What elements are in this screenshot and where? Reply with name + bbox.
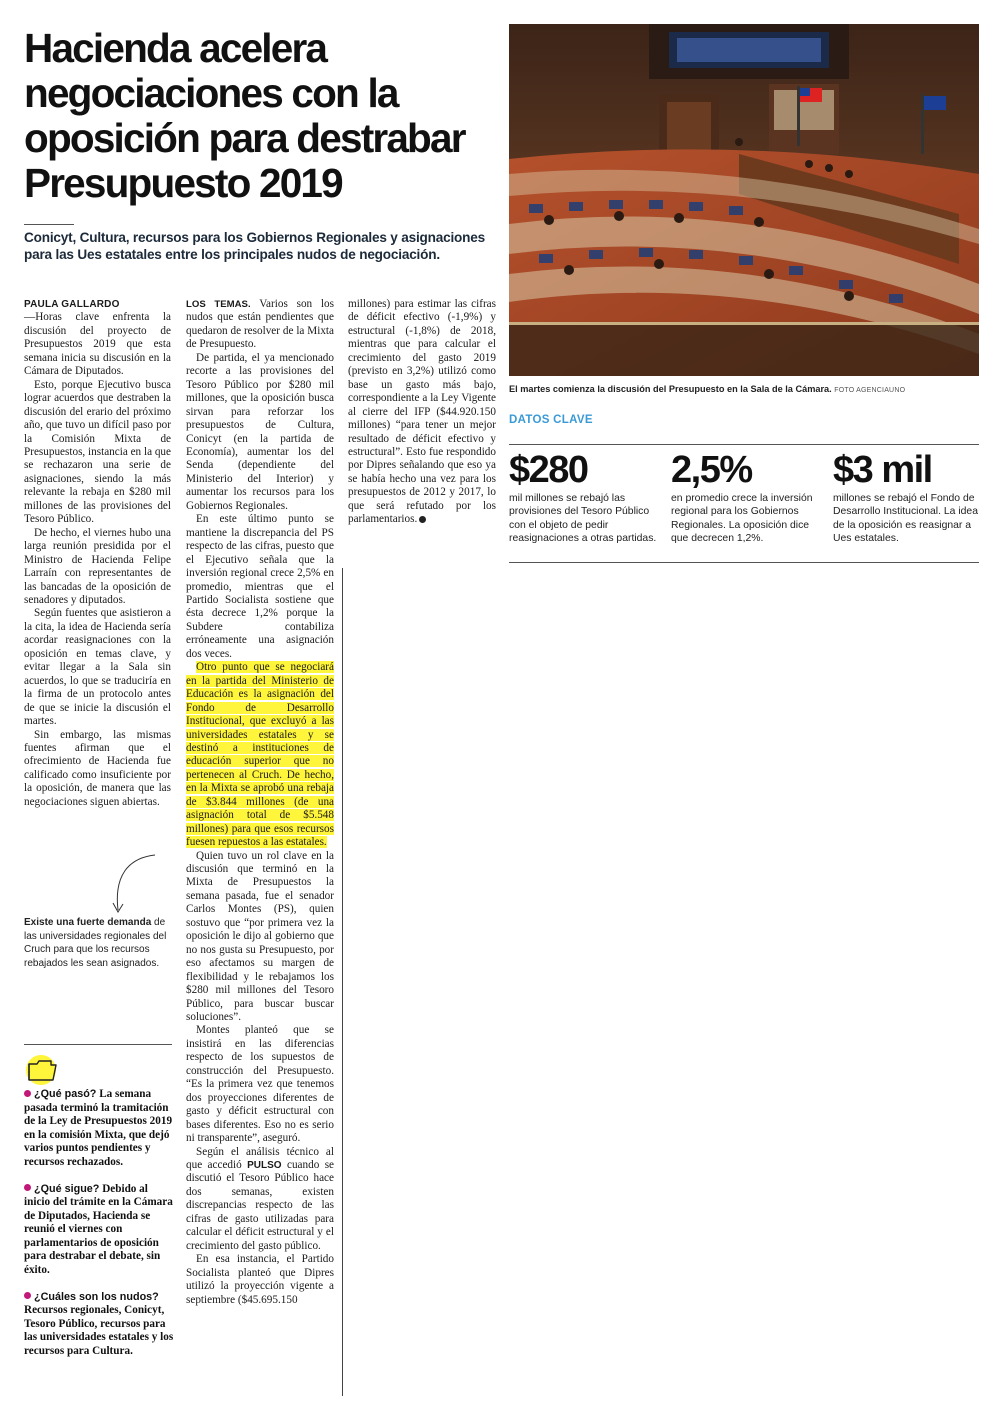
- summary-answer: Recursos regionales, Conicyt, Tesoro Público, recursos para las universidades estatales y los recursos para Cultura.: [24, 1304, 174, 1357]
- chamber-illustration: [509, 24, 979, 376]
- paragraph-text: millones) para estimar las cifras de déficit efectivo (-1,9%) y estructural (-1,8%) de 2018, mientras que para calcular el crecimiento del gasto 2019 (previsto en 3,2%) utilizó como base un gasto más bajo, correspondiente a la Ley Vigente al cierre del IFP ($44.920.150 millones) “para tener un mejor resultado de déficit efectivo y estructural”. Esto fue respondido por Dipres señalando que eso ya se había hecho una vez para los presupuestos de 2012 y 2017, lo que será refutado por los parlamentarios.: [348, 298, 496, 526]
- article-column-1: [24, 298, 171, 809]
- headline: Hacienda acelera negociaciones con la oposición para destrabar Presupuesto 2019: [24, 25, 465, 206]
- datos-clave-item: [509, 448, 659, 546]
- photo-credit: FOTO AGENCIAUNO: [834, 387, 906, 394]
- summary-item: [24, 1183, 174, 1278]
- datos-clave-bottom-rule: [509, 562, 979, 563]
- paragraph: Montes planteó que se insistirá en las diferencias respecto de los supuestos de construcción del Presupuesto. “Es la primera vez que tenemos dos proyecciones diferentes de gasto y déficit estructural con bases diferentes. Eso no es serio ni transparente”, aseguró.: [186, 1024, 334, 1145]
- paragraph: [186, 298, 334, 352]
- datos-clave-item: [671, 448, 821, 546]
- datos-clave-value: $3 mil: [833, 449, 932, 491]
- paragraph: De hecho, el viernes hubo una larga reunión presidida por el Ministro de Hacienda Felipe Larraín con representantes de las bancadas de la oposición de senadores y diputados.: [24, 526, 171, 606]
- chamber-photo: [509, 24, 979, 376]
- paragraph-text: Según el análisis técnico al que accedió: [186, 1145, 334, 1171]
- curved-arrow-icon: [100, 852, 160, 918]
- bullet-icon: [24, 1090, 31, 1097]
- datos-clave-value: 2,5%: [671, 449, 752, 491]
- summary-question: ¿Qué sigue?: [34, 1182, 100, 1195]
- summary-item: [24, 1291, 174, 1359]
- deck-divider: [24, 224, 74, 225]
- paragraph: En esa instancia, el Partido Socialista planteó que Dipres utilizó la proyección vigente a septiembre ($45.695.150: [186, 1253, 334, 1306]
- side-note-bold: Existe una fuerte demanda: [24, 917, 152, 928]
- folder-icon: [24, 1052, 60, 1086]
- article-column-2: [186, 298, 334, 1307]
- highlighted-paragraph: [186, 661, 334, 849]
- paragraph: [348, 298, 496, 527]
- datos-clave-text: en promedio crece la inversión regional para los Gobiernos Regionales. La oposición dice que decrecen 1,2%.: [671, 493, 813, 545]
- summary-question: ¿Qué pasó?: [34, 1088, 97, 1100]
- section-lead-in: LOS TEMAS.: [186, 299, 251, 310]
- article-column-3: [348, 298, 496, 527]
- bullet-icon: [24, 1292, 31, 1299]
- paragraph: [186, 1146, 334, 1254]
- summary-question: ¿Cuáles son los nudos?: [34, 1290, 159, 1303]
- datos-clave-top-rule: [509, 444, 979, 445]
- paragraph: Esto, porque Ejecutivo busca lograr acuerdos que destraben la discusión del erario del próximo año, que tuvo un difícil paso por la Comisión Mixta de Presupuestos, instancia en la que se rechazaron una serie de asignaciones, siendo la más relevante la rebaja en $280 mil millones de las provisiones del Tesoro Público.: [24, 378, 171, 526]
- caption-text: El martes comienza la discusión del Presupuesto en la Sala de la Cámara.: [509, 384, 832, 394]
- summary-answer: La semana pasada terminó la tramitación de la Ley de Presupuestos 2019 en la comisión Mixta, que dejó varios puntos pendientes y recursos rechazados.: [24, 1088, 173, 1168]
- bullet-icon: [24, 1184, 31, 1191]
- paragraph: En este último punto se mantiene la discrepancia del PS respecto de las cifras, puesto que el Ejecutivo señala que la inversión regional crece 2,5% en promedio, mientras que el Partido Socialista sostiene que ésta decrece 1,2% porque la Subdere contabiliza erróneamente una asignación dos veces.: [186, 513, 334, 660]
- summary-box: [24, 1088, 174, 1372]
- datos-clave-text: millones se rebajó el Fondo de Desarrollo Institucional. La idea de la oposición es reasignar a Ues estatales.: [833, 493, 978, 545]
- paragraph-text: cuando se discutió el Tesoro Público hace dos semanas, existen discrepancias respecto de las cifras de gasto utilizadas para calcular el déficit estructural y el crecimiento del gasto público.: [186, 1159, 335, 1252]
- highlight-text: Otro punto que se negociará en la partida del Ministerio de Educación es la asignación del Fondo de Desarrollo Institucional, que excluyó a las universidades estatales y se destinó a instituciones de educación superior que no pertenecen al Cruch. De hecho, en la Mixta se aprobó una rebaja de $3.844 millones (de una asignación total de $5.548 millones) para que esos recursos fuesen repuestos a las estatales.: [186, 661, 334, 849]
- column-divider: [342, 568, 343, 1396]
- paragraph: De partida, el ya mencionado recorte a las provisiones del Tesoro Público por $280 mil millones, que la oposición busca sirvan para reforzar los presupuestos de Cultura, Conicyt (en la partida de Economía), aumentar los del Senda (dependiente del Ministerio del Interior) y aumentar los recursos para los Gobiernos Regionales.: [186, 351, 334, 512]
- paragraph: —Horas clave enfrenta la discusión del proyecto de Presupuestos 2019 que esta semana inicia su discusión en la Cámara de Diputados.: [24, 311, 171, 378]
- summary-divider: [24, 1044, 172, 1045]
- deck: Conicyt, Cultura, recursos para los Gobiernos Regionales y asignaciones para las Ues estatales entre los principales nudos de negociación.: [24, 230, 485, 262]
- side-note-text: de las universidades regionales del Cruch para que los recursos rebajados les sean asignados.: [24, 917, 167, 969]
- datos-clave-label: DATOS CLAVE: [509, 414, 593, 426]
- photo-caption: [509, 383, 979, 397]
- datos-clave-text: mil millones se rebajó las provisiones del Tesoro Público con el objeto de pedir reasignaciones a otras partidas.: [509, 493, 657, 545]
- byline: PAULA GALLARDO: [24, 299, 120, 310]
- end-mark-icon: [419, 516, 426, 523]
- paragraph: Quien tuvo un rol clave en la discusión que terminó en la Mixta de Presupuestos la semana pasada, fue el senador Carlos Montes (PS), quien sostuvo que “por primera vez la oposición le dijo al gobierno que no nos gusta su Presupuesto, por eso afectamos su margen de flexibilidad y le rebajamos los $280 mil millones del Tesoro Público, para buscar buscar soluciones”.: [186, 849, 334, 1024]
- paragraph: Sin embargo, las mismas fuentes afirman que el ofrecimiento de Hacienda fue calificado como insuficiente por la oposición, de manera que las negociaciones siguen abiertas.: [24, 728, 171, 808]
- datos-clave-item: [833, 448, 983, 546]
- datos-clave-value: $280: [509, 449, 588, 491]
- paragraph: Según fuentes que asistieron a la cita, la idea de Hacienda sería acordar reasignaciones con la oposición en temas clave, y evitar llegar a la Sala sin acuerdos, lo que se traduciría en la firma de un protocolo antes de que se inicie la discusión el martes.: [24, 607, 171, 728]
- paragraph-text: Varios son los nudos que están pendientes que quedaron de resolver de la Mixta de Presupuesto.: [186, 298, 334, 351]
- summary-item: [24, 1088, 174, 1169]
- side-note: [24, 916, 174, 970]
- pulso-brand: PULSO: [247, 1160, 282, 1171]
- summary-answer: Debido al inicio del trámite en la Cámara de Diputados, Hacienda se reunió el viernes con parlamentarios de oposición para destrabar el debate, sin éxito.: [24, 1182, 173, 1276]
